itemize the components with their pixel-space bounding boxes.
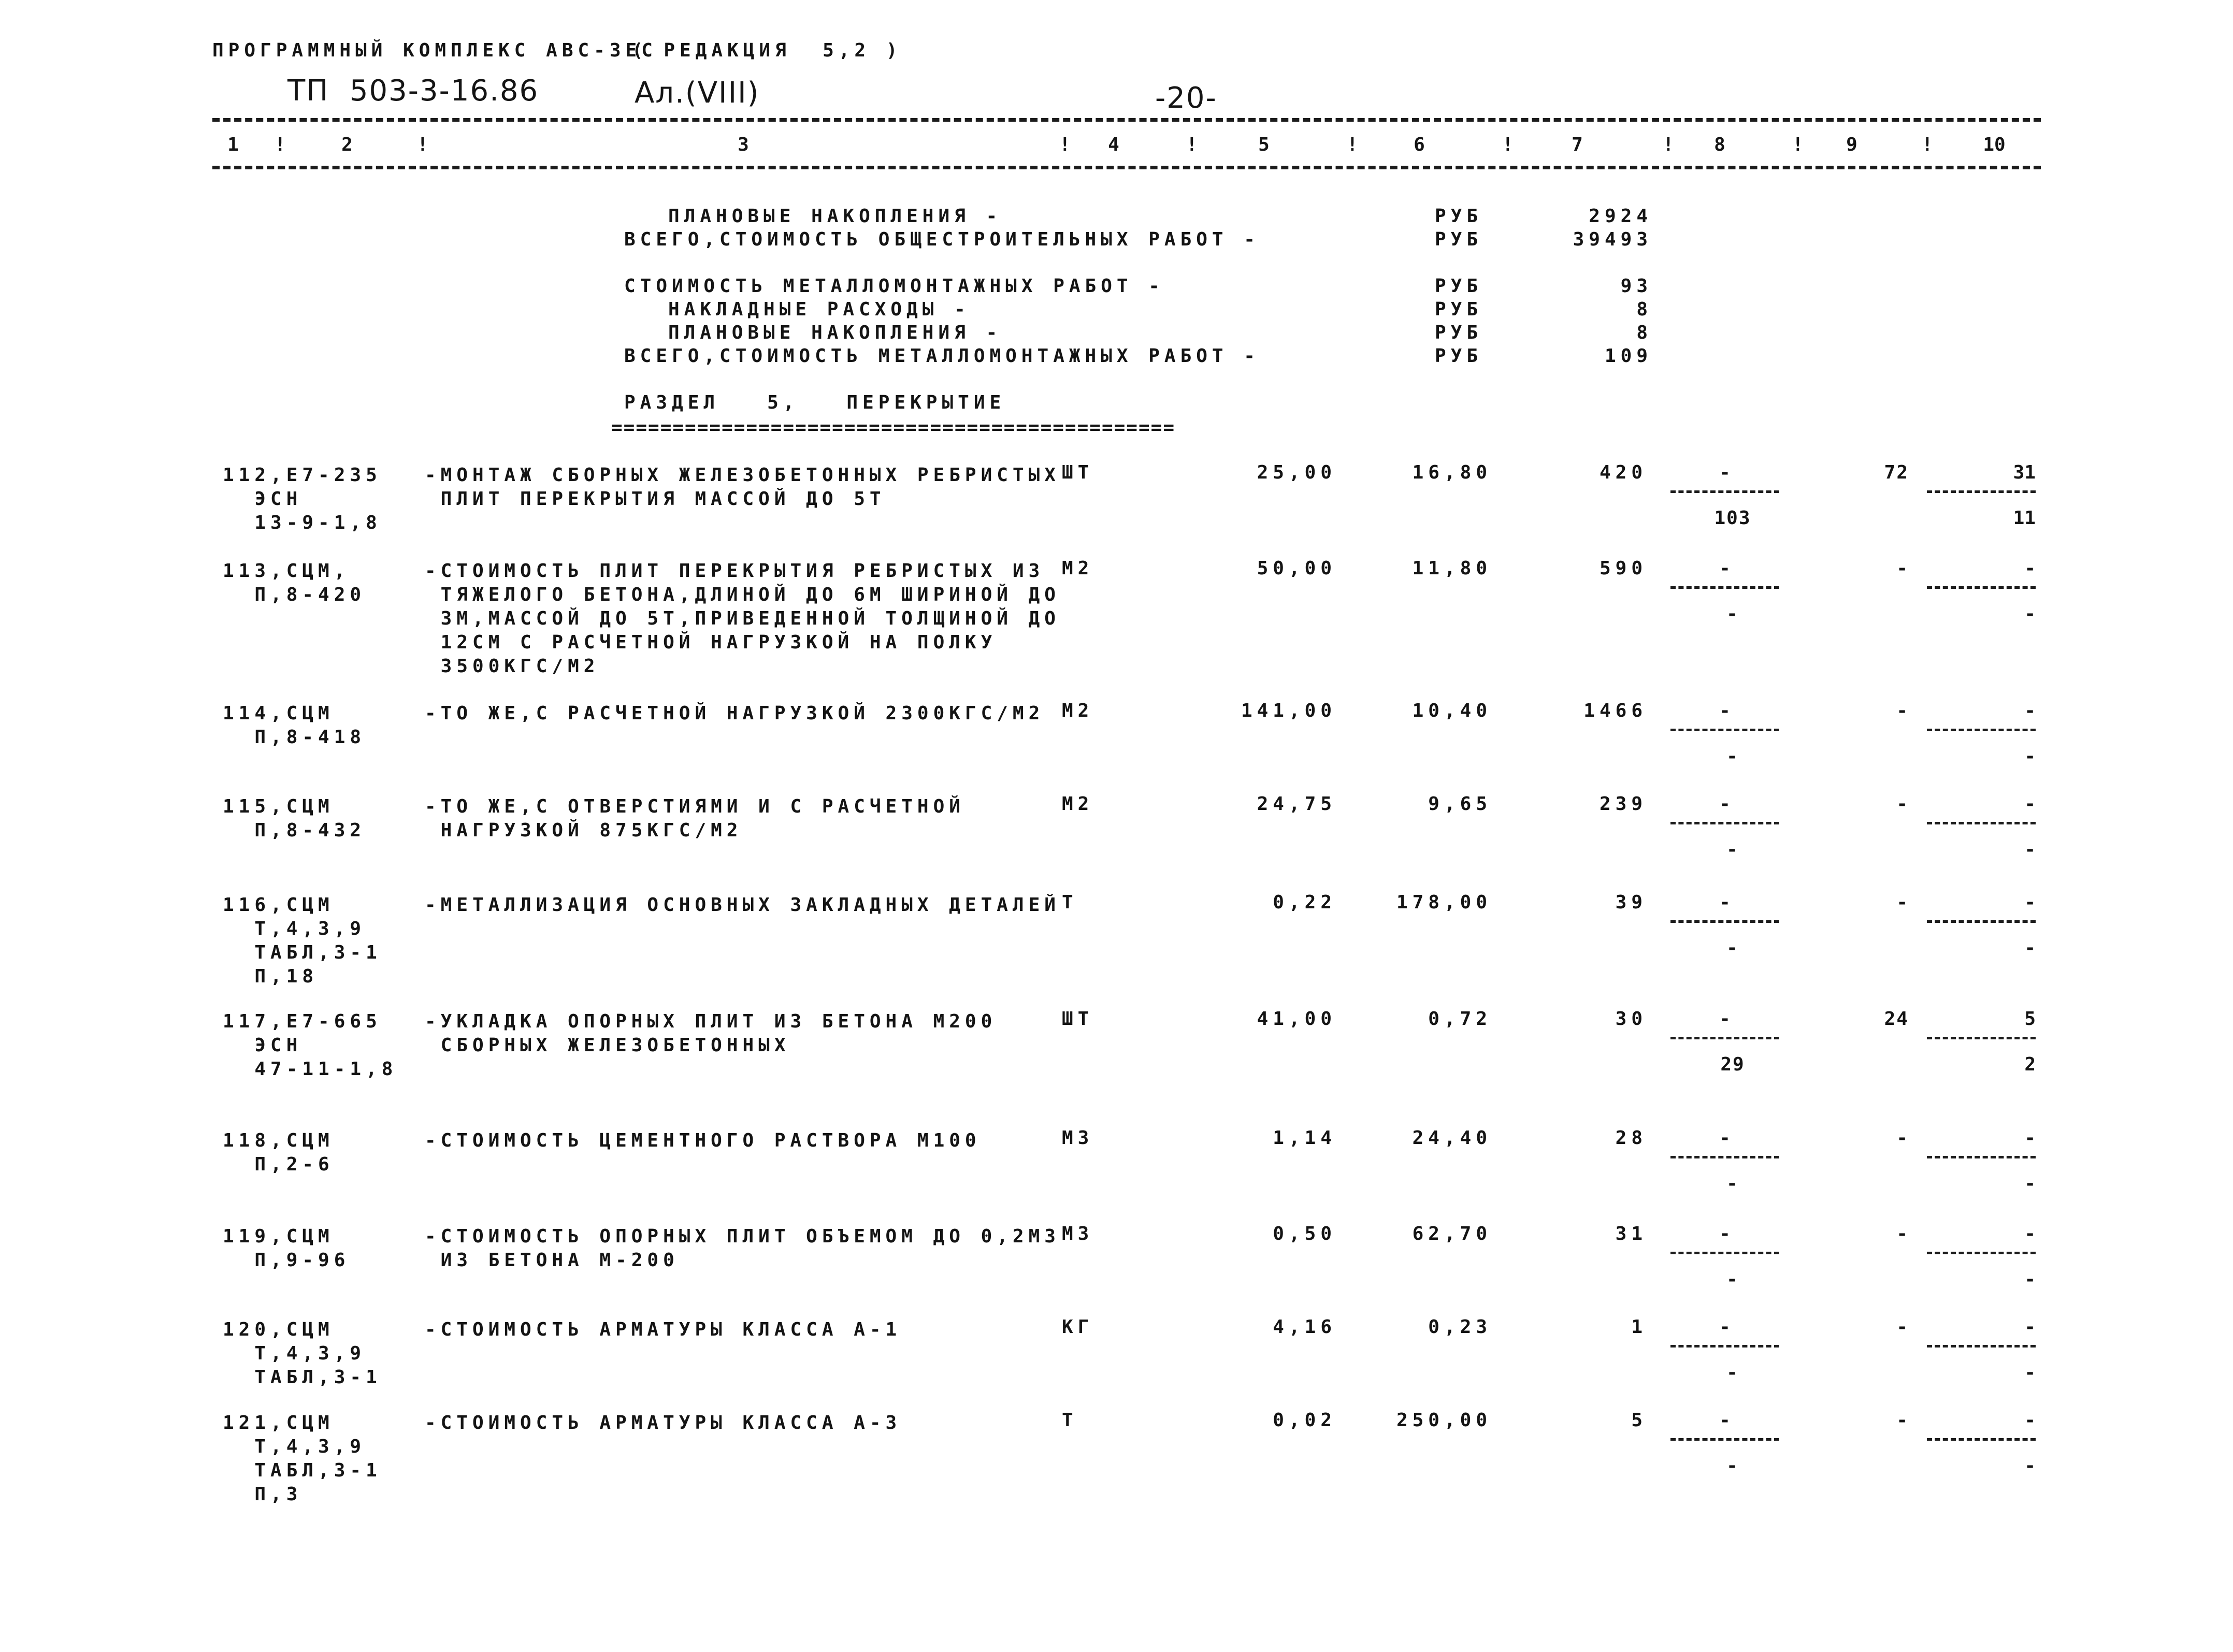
row-description: -УКЛАДКА ОПОРНЫХ ПЛИТ ИЗ БЕТОНА М200 СБОРНЫХ ЖЕЛЕЗОБЕТОННЫХ <box>425 1011 997 1056</box>
row-col10-bottom: 11 <box>2013 508 2036 529</box>
row-col10-top: 31 <box>2013 462 2036 483</box>
doc-code: ТП 503-3-16.86 <box>287 74 539 108</box>
row-unit-price: 0,23 <box>1428 1316 1492 1338</box>
row-total: 31 <box>1615 1223 1647 1244</box>
row-col9: - <box>1896 1127 1909 1149</box>
row-col8-bottom: - <box>1726 1362 1739 1383</box>
row-col10-top: - <box>2024 1127 2036 1149</box>
row-col8-top: - <box>1719 462 1731 483</box>
row-code: 116,СЦМ Т,4,3,9 ТАБЛ,3-1 П,18 <box>223 894 382 987</box>
row-unit: М2 <box>1062 700 1094 721</box>
column-number: 10 <box>1983 134 2006 155</box>
row-col8-divider <box>1670 729 1779 731</box>
row-quantity: 25,00 <box>1257 462 1336 483</box>
summary-label: СТОИМОСТЬ МЕТАЛЛОМОНТАЖНЫХ РАБОТ - <box>624 276 1164 297</box>
row-col9: - <box>1896 558 1909 579</box>
row-col10-bottom: - <box>2024 1455 2036 1476</box>
row-col10-bottom: - <box>2024 937 2036 959</box>
row-description: -СТОИМОСТЬ АРМАТУРЫ КЛАССА А-1 <box>425 1319 902 1340</box>
summary-unit: РУБ <box>1435 322 1483 343</box>
summary-value: 8 <box>1636 299 1652 320</box>
column-number: 6 <box>1414 134 1425 155</box>
row-unit-price: 0,72 <box>1428 1008 1492 1030</box>
row-description: -ТО ЖЕ,С РАСЧЕТНОЙ НАГРУЗКОЙ 2300КГС/М2 <box>425 703 1045 724</box>
row-col8-top: - <box>1719 1008 1731 1030</box>
row-col8-bottom: - <box>1726 746 1739 767</box>
row-total: 30 <box>1615 1008 1647 1030</box>
summary-label: ВСЕГО,СТОИМОСТЬ МЕТАЛЛОМОНТАЖНЫХ РАБОТ - <box>624 345 1260 367</box>
row-col10-top: - <box>2024 1410 2036 1431</box>
summary-label: ПЛАНОВЫЕ НАКОПЛЕНИЯ - <box>668 322 1002 343</box>
column-separator: ! <box>1347 134 1358 155</box>
row-col8-bottom: - <box>1726 1173 1739 1194</box>
row-col8-bottom: - <box>1726 839 1739 860</box>
summary-value: 2924 <box>1589 206 1652 227</box>
row-code: 118,СЦМ П,2-6 <box>223 1130 334 1175</box>
row-unit: М2 <box>1062 558 1094 579</box>
header-rule-top <box>212 118 2041 122</box>
row-code: 113,СЦМ, П,8-420 <box>223 560 366 605</box>
row-unit-price: 178,00 <box>1396 892 1492 913</box>
row-col8-bottom: - <box>1726 1269 1739 1290</box>
row-col8-top: - <box>1719 892 1731 913</box>
row-quantity: 141,00 <box>1241 700 1336 721</box>
row-col10-divider <box>1927 729 2036 731</box>
row-col8-top: - <box>1719 1127 1731 1149</box>
row-unit-price: 9,65 <box>1428 793 1492 815</box>
page-number: -20- <box>1155 81 1217 115</box>
row-description: -СТОИМОСТЬ АРМАТУРЫ КЛАССА А-3 <box>425 1412 902 1433</box>
row-col10-divider <box>1927 1438 2036 1441</box>
column-number: 9 <box>1846 134 1857 155</box>
row-col10-top: - <box>2024 700 2036 721</box>
column-separator: ! <box>1792 134 1804 155</box>
row-col10-bottom: - <box>2024 1269 2036 1290</box>
row-col8-top: - <box>1719 700 1731 721</box>
summary-unit: РУБ <box>1435 276 1483 297</box>
row-col10-divider <box>1927 822 2036 824</box>
row-col8-divider <box>1670 1345 1779 1347</box>
row-unit-price: 24,40 <box>1412 1127 1492 1149</box>
column-separator: ! <box>1663 134 1674 155</box>
row-description: -СТОИМОСТЬ ЦЕМЕНТНОГО РАСТВОРА М100 <box>425 1130 981 1151</box>
row-total: 1 <box>1631 1316 1647 1338</box>
row-total: 590 <box>1599 558 1647 579</box>
album-number: Ал.(VIII) <box>635 76 760 110</box>
row-col8-divider <box>1670 1252 1779 1254</box>
column-number: 5 <box>1258 134 1270 155</box>
row-unit-price: 62,70 <box>1412 1223 1492 1244</box>
row-col8-bottom: 103 <box>1714 508 1751 529</box>
row-col10-bottom: - <box>2024 603 2036 625</box>
row-quantity: 50,00 <box>1257 558 1336 579</box>
row-total: 39 <box>1615 892 1647 913</box>
row-col8-top: - <box>1719 558 1731 579</box>
row-col10-divider <box>1927 1156 2036 1158</box>
row-col9: - <box>1896 892 1909 913</box>
column-number: 2 <box>341 134 353 155</box>
column-separator: ! <box>1186 134 1198 155</box>
row-col8-divider <box>1670 920 1779 923</box>
column-separator: ! <box>275 134 286 155</box>
row-unit: КГ <box>1062 1316 1094 1338</box>
row-col9: - <box>1896 1316 1909 1338</box>
column-number: 4 <box>1108 134 1119 155</box>
row-col9: - <box>1896 700 1909 721</box>
row-col8-divider <box>1670 490 1779 493</box>
summary-unit: РУБ <box>1435 299 1483 320</box>
row-col8-top: - <box>1719 1223 1731 1244</box>
row-quantity: 0,50 <box>1273 1223 1336 1244</box>
row-col8-divider <box>1670 586 1779 589</box>
row-col8-divider <box>1670 1037 1779 1039</box>
summary-unit: РУБ <box>1435 229 1483 250</box>
row-col10-top: - <box>2024 1223 2036 1244</box>
row-description: -МЕТАЛЛИЗАЦИЯ ОСНОВНЫХ ЗАКЛАДНЫХ ДЕТАЛЕЙ <box>425 894 1060 916</box>
row-total: 28 <box>1615 1127 1647 1149</box>
row-code: 114,СЦМ П,8-418 <box>223 703 366 748</box>
column-number: 3 <box>738 134 749 155</box>
row-unit: ШТ <box>1062 462 1094 483</box>
row-col10-bottom: - <box>2024 1173 2036 1194</box>
row-unit: М2 <box>1062 793 1094 815</box>
summary-label: ПЛАНОВЫЕ НАКОПЛЕНИЯ - <box>668 206 1002 227</box>
row-col10-top: - <box>2024 793 2036 815</box>
row-col8-bottom: 29 <box>1720 1054 1745 1075</box>
row-description: -МОНТАЖ СБОРНЫХ ЖЕЛЕЗОБЕТОННЫХ РЕБРИСТЫХ ПЛИТ ПЕРЕКРЫТИЯ МАССОЙ ДО 5Т <box>425 465 1060 510</box>
row-code: 121,СЦМ Т,4,3,9 ТАБЛ,3-1 П,3 <box>223 1412 382 1505</box>
row-total: 239 <box>1599 793 1647 815</box>
row-unit: Т <box>1062 1410 1078 1431</box>
program-title: ПРОГРАММНЫЙ КОМПЛЕКС АВС-3ЕС <box>212 40 657 61</box>
row-col8-bottom: - <box>1726 937 1739 959</box>
row-col10-divider <box>1927 920 2036 923</box>
column-separator: ! <box>1922 134 1933 155</box>
row-col8-top: - <box>1719 1316 1731 1338</box>
row-code: 119,СЦМ П,9-96 <box>223 1226 350 1271</box>
row-col9: 72 <box>1884 462 1909 483</box>
summary-value: 39493 <box>1573 229 1652 250</box>
row-code: 120,СЦМ Т,4,3,9 ТАБЛ,3-1 <box>223 1319 382 1388</box>
row-quantity: 0,22 <box>1273 892 1336 913</box>
row-col10-top: - <box>2024 558 2036 579</box>
row-quantity: 1,14 <box>1273 1127 1336 1149</box>
row-col8-bottom: - <box>1726 1455 1739 1476</box>
row-quantity: 0,02 <box>1273 1410 1336 1431</box>
edition-label: ( РЕДАКЦИЯ 5,2 ) <box>632 40 902 61</box>
row-col8-top: - <box>1719 1410 1731 1431</box>
summary-value: 93 <box>1620 276 1652 297</box>
row-quantity: 41,00 <box>1257 1008 1336 1030</box>
row-col10-bottom: - <box>2024 1362 2036 1383</box>
column-number: 7 <box>1572 134 1583 155</box>
row-col10-divider <box>1927 1252 2036 1254</box>
column-number: 8 <box>1714 134 1725 155</box>
column-separator: ! <box>1059 134 1071 155</box>
summary-unit: РУБ <box>1435 206 1483 227</box>
section-underline: ============================================== <box>611 417 1175 438</box>
row-unit-price: 10,40 <box>1412 700 1492 721</box>
row-col8-divider <box>1670 1438 1779 1441</box>
header-rule-bottom <box>212 166 2041 169</box>
row-unit-price: 250,00 <box>1396 1410 1492 1431</box>
column-number: 1 <box>227 134 239 155</box>
row-quantity: 24,75 <box>1257 793 1336 815</box>
section-title: РАЗДЕЛ 5, ПЕРЕКРЫТИЕ <box>624 392 1006 413</box>
row-col8-divider <box>1670 822 1779 824</box>
row-col10-divider <box>1927 586 2036 589</box>
row-unit-price: 11,80 <box>1412 558 1492 579</box>
summary-unit: РУБ <box>1435 345 1483 367</box>
row-col9: - <box>1896 793 1909 815</box>
row-col8-bottom: - <box>1726 603 1739 625</box>
row-col10-divider <box>1927 490 2036 493</box>
row-col8-divider <box>1670 1156 1779 1158</box>
row-col10-bottom: - <box>2024 746 2036 767</box>
row-col9: 24 <box>1884 1008 1909 1030</box>
row-col10-bottom: - <box>2024 839 2036 860</box>
row-unit: Т <box>1062 892 1078 913</box>
row-code: 112,Е7-235 ЭСН 13-9-1,8 <box>223 465 382 533</box>
row-total: 5 <box>1631 1410 1647 1431</box>
row-description: -СТОИМОСТЬ ПЛИТ ПЕРЕКРЫТИЯ РЕБРИСТЫХ ИЗ ТЯЖЕЛОГО БЕТОНА,ДЛИНОЙ ДО 6М ШИРИНОЙ ДО 3М,МАССОЙ ДО 5Т,ПРИВЕДЕННОЙ ТОЛЩИНОЙ ДО 12СМ С РАСЧЕТНОЙ НАГРУЗКОЙ НА ПОЛКУ 3500КГС/М2 <box>425 560 1060 677</box>
row-unit: М3 <box>1062 1127 1094 1149</box>
column-separator: ! <box>417 134 428 155</box>
row-description: -СТОИМОСТЬ ОПОРНЫХ ПЛИТ ОБЪЕМОМ ДО 0,2М3 ИЗ БЕТОНА М-200 <box>425 1226 1060 1271</box>
row-description: -ТО ЖЕ,С ОТВЕРСТИЯМИ И С РАСЧЕТНОЙ НАГРУЗКОЙ 875КГС/М2 <box>425 796 965 841</box>
row-col9: - <box>1896 1223 1909 1244</box>
row-col10-bottom: 2 <box>2024 1054 2036 1075</box>
row-col10-divider <box>1927 1037 2036 1039</box>
summary-value: 8 <box>1636 322 1652 343</box>
row-quantity: 4,16 <box>1273 1316 1336 1338</box>
row-col10-divider <box>1927 1345 2036 1347</box>
row-col10-top: - <box>2024 892 2036 913</box>
summary-label: НАКЛАДНЫЕ РАСХОДЫ - <box>668 299 970 320</box>
row-col8-top: - <box>1719 793 1731 815</box>
row-col9: - <box>1896 1410 1909 1431</box>
summary-label: ВСЕГО,СТОИМОСТЬ ОБЩЕСТРОИТЕЛЬНЫХ РАБОТ - <box>624 229 1260 250</box>
row-unit-price: 16,80 <box>1412 462 1492 483</box>
row-unit: ШТ <box>1062 1008 1094 1030</box>
row-code: 117,Е7-665 ЭСН 47-11-1,8 <box>223 1011 398 1080</box>
row-unit: М3 <box>1062 1223 1094 1244</box>
summary-value: 109 <box>1604 345 1652 367</box>
row-total: 1466 <box>1583 700 1647 721</box>
column-separator: ! <box>1502 134 1514 155</box>
row-total: 420 <box>1599 462 1647 483</box>
row-col10-top: - <box>2024 1316 2036 1338</box>
row-code: 115,СЦМ П,8-432 <box>223 796 366 841</box>
row-col10-top: 5 <box>2024 1008 2036 1030</box>
